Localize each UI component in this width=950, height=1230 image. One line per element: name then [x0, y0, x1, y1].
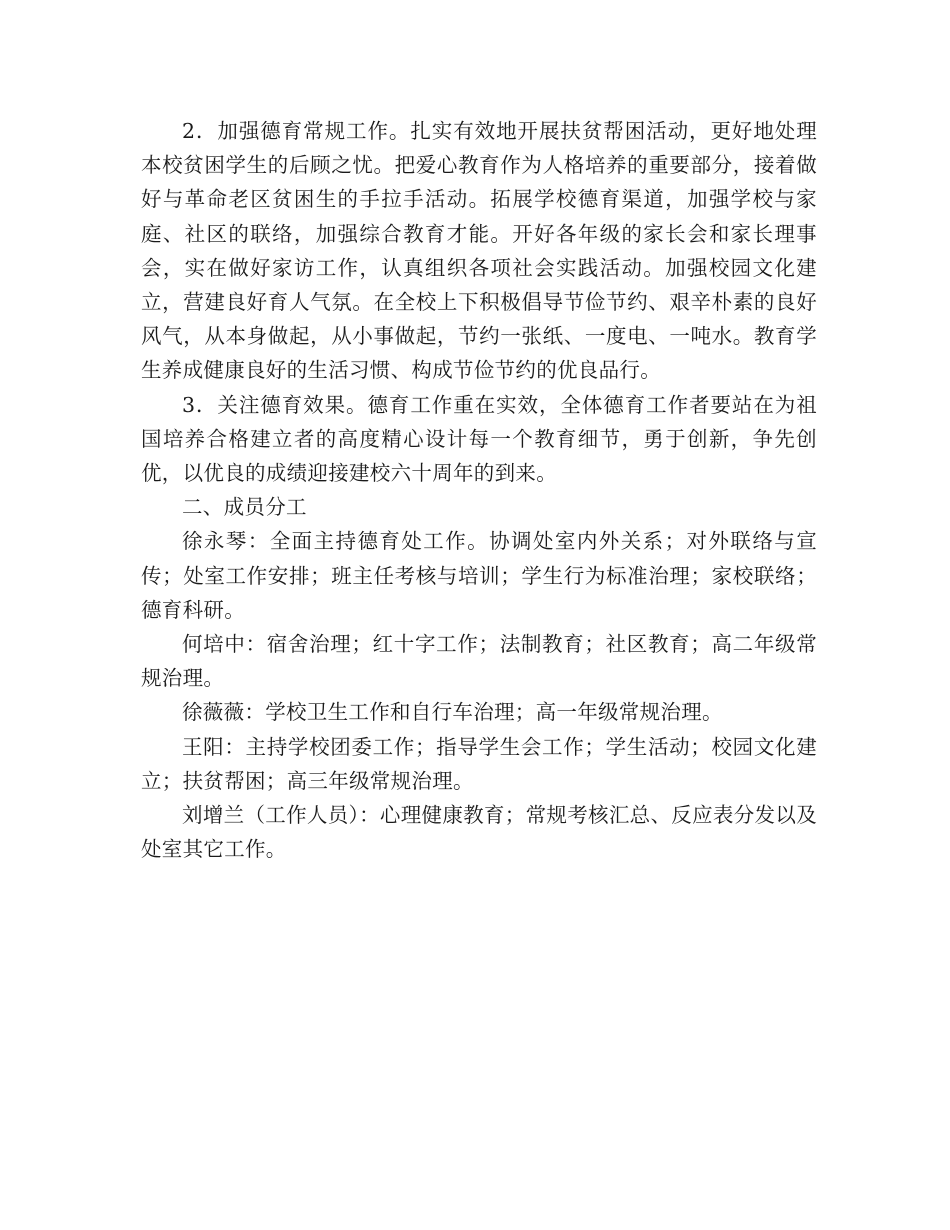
- paragraph-moral-effect: 3．关注德育效果。德育工作重在实效，全体德育工作者要站在为祖国培养合格建立者的高度精心设计每一个教育细节，勇于创新，争先创优，以优良的成绩迎接建校六十周年的到来。: [141, 392, 817, 486]
- section-heading-member-division: 二、成员分工: [182, 495, 307, 520]
- paragraph-member-xu-yongqin: 徐永琴：全面主持德育处工作。协调处室内外关系；对外联络与宣传；处室工作安排；班主任考核与培训；学生行为标准治理；家校联络；德育科研。: [141, 529, 817, 622]
- document-body: [141, 114, 817, 866]
- paragraph-member-wang-yang: 王阳：主持学校团委工作；指导学生会工作；学生活动；校园文化建立；扶贫帮困；高三年级常规治理。: [141, 734, 817, 793]
- paragraph-member-liu-zenglan: 刘增兰（工作人员）：心理健康教育；常规考核汇总、反应表分发以及处室其它工作。: [141, 803, 817, 862]
- paragraph-member-xu-weiwei: 徐薇薇：学校卫生工作和自行车治理；高一年级常规治理。: [182, 700, 723, 725]
- paragraph-moral-routine: 2．加强德育常规工作。扎实有效地开展扶贫帮困活动，更好地处理本校贫困学生的后顾之忧。把爱心教育作为人格培养的重要部分，接着做好与革命老区贫困生的手拉手活动。拓展学校德育渠道，加强学校与家庭、社区的联络，加强综合教育才能。开好各年级的家长会和家长理事会，实在做好家访工作，认真组织各项社会实践活动。加强校园文化建立，营建良好育人气氛。在全校上下积极倡导节俭节约、艰辛朴素的良好风气，从本身做起，从小事做起，节约一张纸、一度电、一吨水。教育学生养成健康良好的生活习惯、构成节俭节约的优良品行。: [141, 119, 817, 383]
- paragraph-member-he-peizhong: 何培中：宿舍治理；红十字工作；法制教育；社区教育；高二年级常规治理。: [141, 632, 817, 691]
